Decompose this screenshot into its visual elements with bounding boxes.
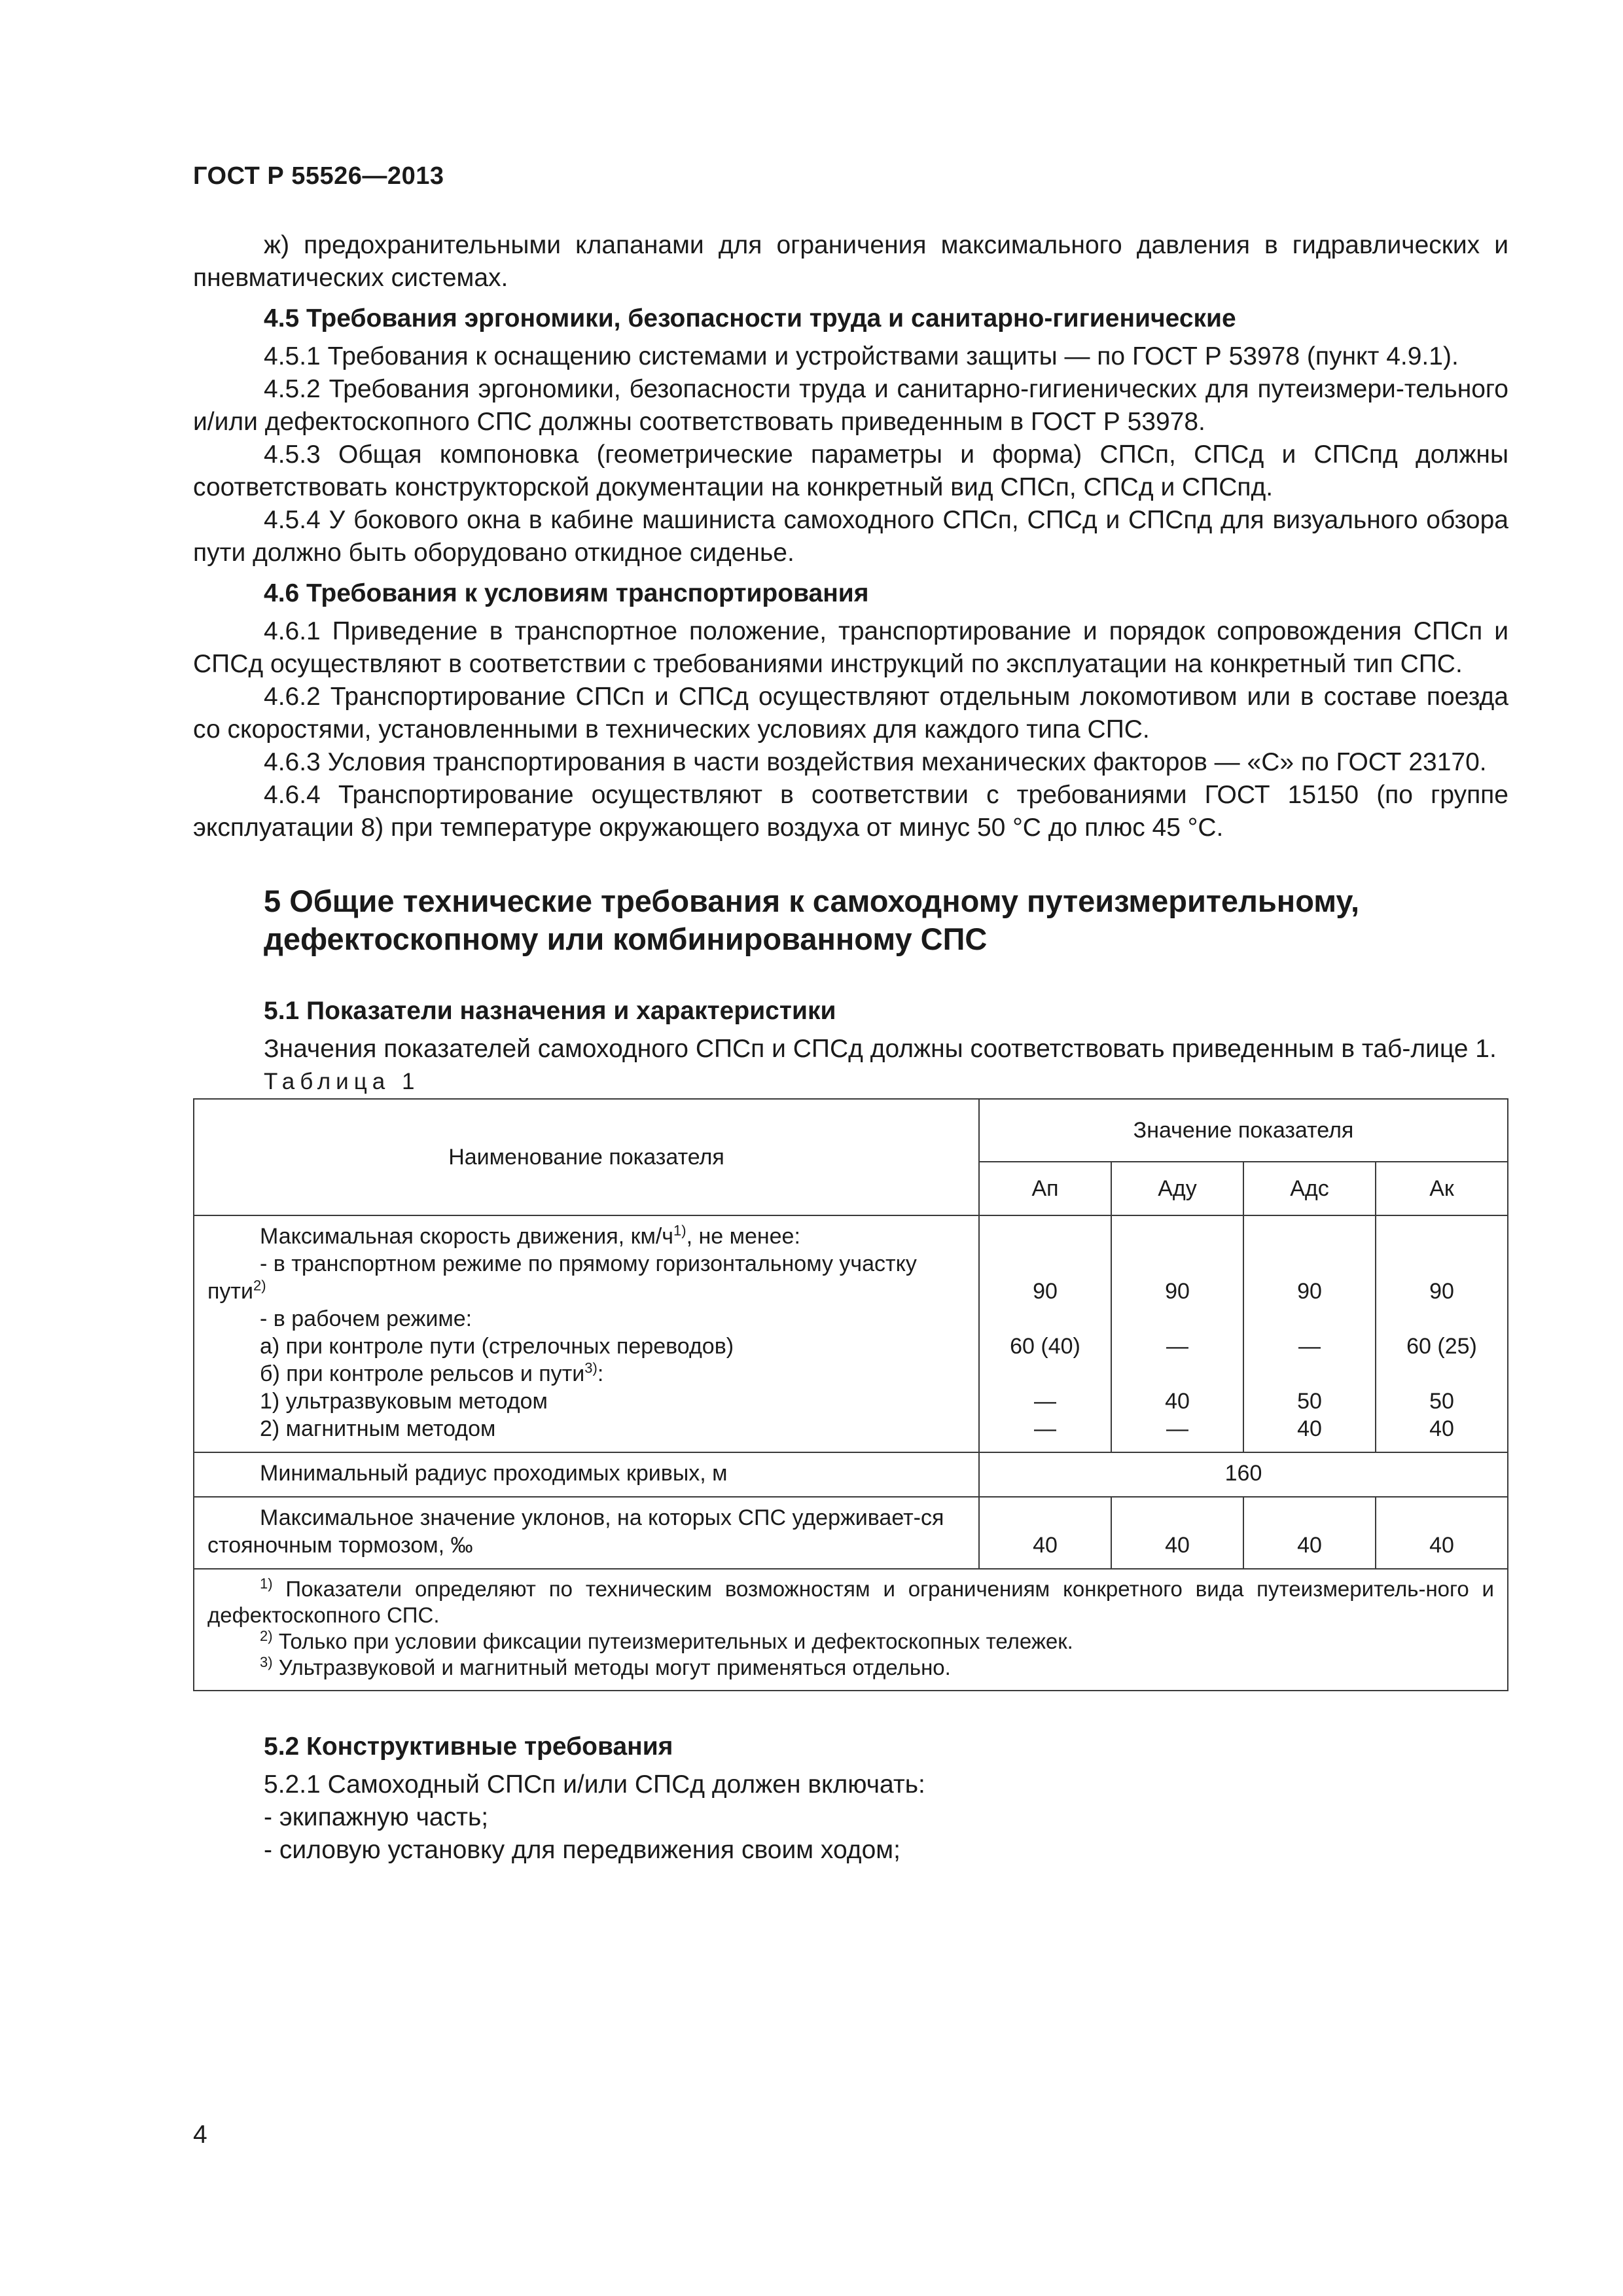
- paragraph-4-6-3: 4.6.3 Условия транспортирования в части воздействия механических факторов — «С» по ГОСТ 23170.: [264, 748, 1487, 776]
- row-max-speed-ak: 90 60 (25) 50 40: [1376, 1215, 1508, 1452]
- row-max-slope-ak: 40: [1376, 1497, 1508, 1569]
- footnote-2: $^{2)}$ Только при условии фиксации путеизмерительных и дефектоскопных тележек.: [260, 1628, 1073, 1653]
- paragraph-zh: ж) предохранительными клапанами для ограничения максимального давления в гидравлических и пневматических системах.: [193, 231, 1508, 292]
- row-max-slope-ads: 40: [1243, 1497, 1376, 1569]
- row-max-slope-name: Максимальное значение уклонов, на которых СПС удерживает-ся стояночным тормозом, ‰: [207, 1505, 944, 1558]
- table-head-col-ak: Ак: [1376, 1162, 1508, 1215]
- footnote-3: $^{3)}$ Ультразвуковой и магнитный методы могут применяться отдельно.: [260, 1654, 951, 1679]
- table-head-col-ads: Адс: [1243, 1162, 1376, 1215]
- table-head-col-adu: Аду: [1111, 1162, 1243, 1215]
- row-max-slope-adu: 40: [1111, 1497, 1243, 1569]
- table-row-max-speed: [194, 1215, 1508, 1452]
- list-item-1: - экипажную часть;: [264, 1803, 489, 1831]
- table-1: [193, 1098, 1508, 1691]
- paragraph-4-6-4: 4.6.4 Транспортирование осуществляют в соответствии с требованиями ГОСТ 15150 (по группе эксплуатации 8) при температуре окружающего воздуха от минус 50 °С до плюс 45 °С.: [193, 781, 1508, 842]
- paragraph-5-2-1: 5.2.1 Самоходный СПСп и/или СПСд должен включать:: [264, 1770, 925, 1799]
- document-header: ГОСТ Р 55526—2013: [193, 162, 444, 190]
- row-min-radius-value: 160: [979, 1452, 1508, 1497]
- paragraph-4-5-4: 4.5.4 У бокового окна в кабине машиниста самоходного СПСп, СПСд и СПСпд для визуального обзора пути должно быть оборудовано откидное сиденье.: [193, 506, 1508, 567]
- row-max-speed-name: Максимальная скорость движения, $км/ч^{1)}$, не менее: - в транспортном режиме по прямому горизонтальному участку пути$^{2)}$ - в рабочем режиме: а) при контроле пути (стрелочных переводов) б) при контроле рельсов и пути$^{3)}$: 1) ультразвуковым методом 2) магнитным методом: [194, 1215, 979, 1452]
- section-title-5: [193, 882, 1508, 958]
- paragraph-4-5-1: 4.5.1 Требования к оснащению системами и устройствами защиты — по ГОСТ Р 53978 (пункт 4.9.1).: [264, 342, 1459, 370]
- section-title-5-line1: 5 Общие технические требования к самоходному путеизмерительному,: [264, 884, 1360, 918]
- table-head-col-ap: Ап: [979, 1162, 1111, 1215]
- table-caption: Таблица 1: [264, 1069, 420, 1094]
- subsection-title-4-6: 4.6 Требования к условиям транспортирования: [264, 579, 869, 607]
- row-max-slope-ap: 40: [979, 1497, 1111, 1569]
- table-row-notes: [194, 1569, 1508, 1691]
- table-head-name: Наименование показателя: [194, 1099, 979, 1215]
- footnote-1: $^{1)}$ Показатели определяют по техническим возможностям и ограничениям конкретного вида путеизмеритель-ного и дефектоскопного СПС.: [207, 1575, 1494, 1627]
- row-max-speed-ads: 90 — 50 40: [1243, 1215, 1376, 1452]
- paragraph-4-5-2: 4.5.2 Требования эргономики, безопасности труда и санитарно-гигиенических для путеизмери-тельного и/или дефектоскопного СПС должны соответствовать приведенным в ГОСТ Р 53978.: [193, 375, 1508, 436]
- page-number: 4: [193, 2121, 207, 2149]
- paragraph-5-1: Значения показателей самоходного СПСп и СПСд должны соответствовать приведенным в таб-лице 1.: [264, 1035, 1497, 1063]
- section-title-5-line2: дефектоскопному или комбинированному СПС: [264, 922, 988, 956]
- row-max-speed-ap: 90 60 (40) — —: [979, 1215, 1111, 1452]
- page-content: [193, 229, 1508, 1867]
- row-min-radius-name: Минимальный радиус проходимых кривых, м: [260, 1461, 728, 1486]
- subsection-title-5-1: 5.1 Показатели назначения и характеристики: [264, 997, 836, 1025]
- subsection-title-5-2: 5.2 Конструктивные требования: [264, 1732, 673, 1761]
- row-max-speed-adu: 90 — 40 —: [1111, 1215, 1243, 1452]
- table-row-max-slope: [194, 1497, 1508, 1569]
- paragraph-4-6-2: 4.6.2 Транспортирование СПСп и СПСд осуществляют отдельным локомотивом или в составе поезда со скоростями, установленными в технических условиях для каждого типа СПС.: [193, 683, 1508, 744]
- table-head-group: Значение показателя: [979, 1099, 1508, 1162]
- paragraph-4-6-1: 4.6.1 Приведение в транспортное положение, транспортирование и порядок сопровождения СПСп и СПСд осуществляют в соответствии с требованиями инструкций по эксплуатации на конкретный тип СПС.: [193, 617, 1508, 678]
- list-item-2: - силовую установку для передвижения своим ходом;: [264, 1836, 901, 1864]
- table-footnotes: [194, 1569, 1508, 1691]
- paragraph-4-5-3: 4.5.3 Общая компоновка (геометрические параметры и форма) СПСп, СПСд и СПСпд должны соответствовать конструкторской документации на конкретный вид СПСп, СПСд и СПСпд.: [193, 440, 1508, 501]
- subsection-title-4-5: 4.5 Требования эргономики, безопасности труда и санитарно-гигиенические: [264, 304, 1236, 332]
- table-row-min-radius: [194, 1452, 1508, 1497]
